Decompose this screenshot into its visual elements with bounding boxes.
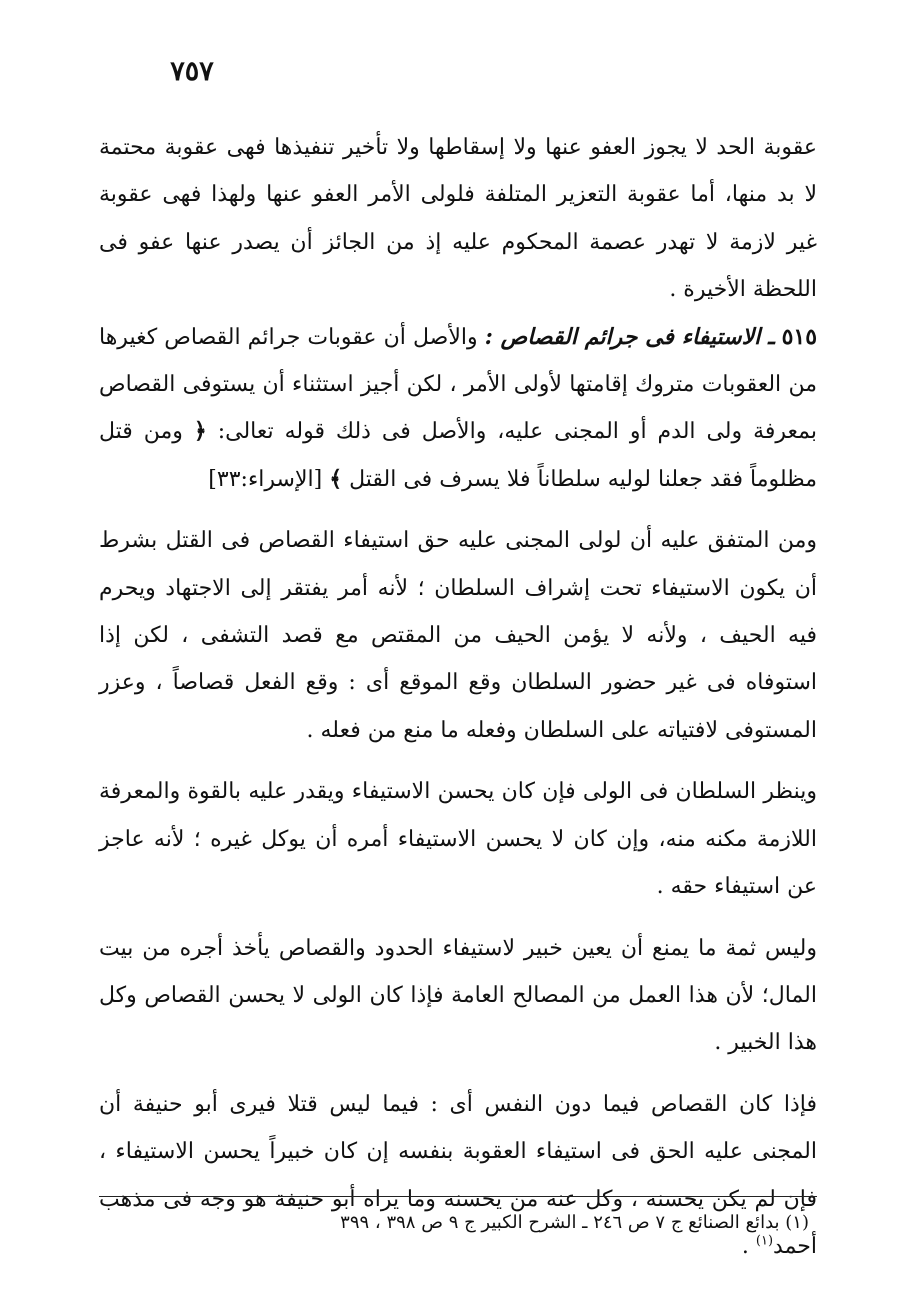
paragraph-6-text: فإذا كان القصاص فيما دون النفس أى : فيما ليس قتلا فيرى أبو حنيفة أن المجنى عليه الحق فى استيفاء العقوبة بنفسه إن كان خبيراً يحسن الاستيفاء ، فإن لم يكن يحسنه ، وكل عنه من يحسنه وما يراه أبو حنيفة هو وجه فى مذهب أحمد	[99, 1091, 817, 1259]
paragraph-1	[99, 124, 817, 314]
verse-reference: [الإسراء:٣٣]	[208, 466, 323, 492]
paragraph-2	[99, 314, 817, 504]
footnote-text: بدائع الصنائع ج ٧ ص ٢٤٦ ـ الشرح الكبير ج ٩ ص ٣٩٨ ، ٣٩٩	[340, 1212, 780, 1233]
paragraph-2-text: والأصل أن عقوبات جرائم القصاص كغيرها من العقوبات متروك إقامتها لأولى الأمر ، لكن أجيز استثناء أن يستوفى القصاص بمعرفة ولى الدم أو المجنى عليه، والأصل فى ذلك قوله تعالى:	[99, 324, 817, 445]
paragraph-3-text: ومن المتفق عليه أن لولى المجنى عليه حق استيفاء القصاص فى القتل بشرط أن يكون الاستيفاء تحت إشراف السلطان ؛ لأنه أمر يفتقر إلى الاجتهاد ويحرم فيه الحيف ، ولأنه لا يؤمن الحيف من المقتص مع قصد التشفى ، لكن إذا استوفاه فى غير حضور السلطان وقع الموقع أى : وقع الفعل قصاصاً ، وعزر المستوفى لافتياته على السلطان وفعله ما منع من فعله .	[99, 528, 817, 743]
footnote-reference: (١)	[755, 1233, 774, 1249]
section-number: ٥١٥	[781, 323, 818, 350]
paragraph-6	[99, 1081, 817, 1271]
section-heading: ـ الاستيفاء فى جرائم القصاص :	[484, 323, 775, 350]
paragraph-3	[99, 517, 817, 754]
verse-close-bracket: ﴾	[329, 465, 343, 492]
footnote-marker: (١)	[785, 1212, 809, 1233]
main-text	[99, 124, 817, 1270]
footnote-divider	[99, 1196, 817, 1197]
paragraph-5-text: وليس ثمة ما يمنع أن يعين خبير لاستيفاء الحدود والقصاص يأخذ أجره من بيت المال؛ لأن هذا العمل من المصالح العامة فإذا كان الولى لا يحسن القصاص وكل هذا الخبير .	[99, 935, 817, 1056]
paragraph-5	[99, 925, 817, 1067]
paragraph-1-text: عقوبة الحد لا يجوز العفو عنها ولا إسقاطها ولا تأخير تنفيذها فهى عقوبة محتمة لا بد منها، أما عقوبة التعزير المتلفة فلولى الأمر العفو عنها ولهذا فهى عقوبة غير لازمة لا تهدر عصمة المحكوم عليه إذ من الجائز أن يصدر عنها عفو فى اللحظة الأخيرة .	[99, 135, 817, 303]
paragraph-4-text: وينظر السلطان فى الولى فإن كان يحسن الاستيفاء ويقدر عليه بالقوة والمعرفة اللازمة مكنه منه، وإن كان لا يحسن الاستيفاء أمره أن يوكل غيره ؛ لأنه عاجز عن استيفاء حقه .	[99, 779, 817, 900]
footnote	[99, 1208, 809, 1238]
verse-open-bracket: ﴿	[193, 418, 207, 445]
page-number: ٧٥٧	[170, 56, 214, 87]
paragraph-6-end: .	[741, 1233, 756, 1259]
paragraph-4	[99, 768, 817, 910]
quran-verse: ومن قتل مظلوماً فقد جعلنا لوليه سلطاناً فلا يسرف فى القتل	[99, 419, 817, 492]
